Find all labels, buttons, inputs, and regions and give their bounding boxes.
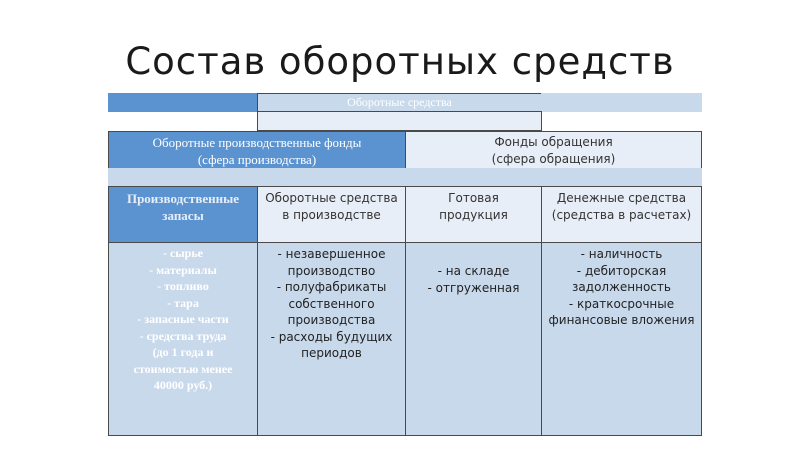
row1-under-fill <box>257 111 542 131</box>
body-finished-products <box>405 242 542 436</box>
body-assets-in-production <box>257 242 406 436</box>
list-item: - наличность <box>580 247 663 261</box>
header-assets-in-production <box>257 186 406 243</box>
header-text: Производственные <box>126 191 240 206</box>
spacer-band <box>108 168 702 187</box>
list-item: - средства труда <box>139 328 227 343</box>
circulation-funds-title: Фонды обращения <box>494 135 613 149</box>
list-item: - запасные части <box>137 312 229 326</box>
row1-right-fill <box>541 93 702 112</box>
production-funds-header <box>108 131 406 169</box>
body-production-stocks <box>108 242 258 436</box>
list-item: периодов <box>301 346 362 360</box>
header-text: Оборотные средства <box>265 191 398 205</box>
list-item: - топливо <box>157 279 209 293</box>
body-cash <box>541 242 702 436</box>
list-item: - отгруженная <box>427 280 520 295</box>
page-title: Состав оборотных средств <box>125 40 675 83</box>
row1-left-fill <box>108 93 258 112</box>
header-finished-products <box>405 186 542 243</box>
circulation-funds-subtitle: (сфера обращения) <box>491 152 616 166</box>
list-item: - незавершенное <box>277 247 386 261</box>
list-item: - краткосрочные <box>568 296 675 311</box>
list-item: (до 1 года и <box>152 345 214 359</box>
list-item: задолженность <box>572 280 671 294</box>
circulation-funds-header <box>405 131 702 169</box>
list-item: финансовые вложения <box>548 313 695 327</box>
header-text: запасы <box>162 208 204 223</box>
list-item: - сырье <box>162 246 204 260</box>
header-text: Готовая <box>448 191 499 205</box>
list-item: - расходы будущих <box>270 329 393 344</box>
list-item: - на складе <box>437 264 510 278</box>
list-item: производство <box>287 263 376 278</box>
row1-label: Оборотные средства <box>347 95 452 109</box>
production-funds-subtitle: (сфера производства) <box>197 152 317 167</box>
production-funds-title: Оборотные производственные фонды <box>152 135 362 150</box>
list-item: 40000 руб.) <box>153 378 213 392</box>
row1-current-assets-header <box>257 93 542 112</box>
list-item: собственного <box>288 296 375 311</box>
header-text: продукция <box>439 208 508 222</box>
list-item: - дебиторская <box>576 263 667 278</box>
header-text: в производстве <box>282 208 381 222</box>
list-item: - материалы <box>149 262 217 277</box>
list-item: - полуфабрикаты <box>276 280 387 294</box>
header-production-stocks <box>108 186 258 243</box>
header-cash <box>541 186 702 243</box>
list-item: производства <box>287 313 376 327</box>
list-item: - тара <box>167 295 199 310</box>
list-item: стоимостью менее <box>133 361 233 376</box>
header-text: Денежные средства <box>556 191 687 205</box>
header-text: (средства в расчетах) <box>551 208 692 222</box>
